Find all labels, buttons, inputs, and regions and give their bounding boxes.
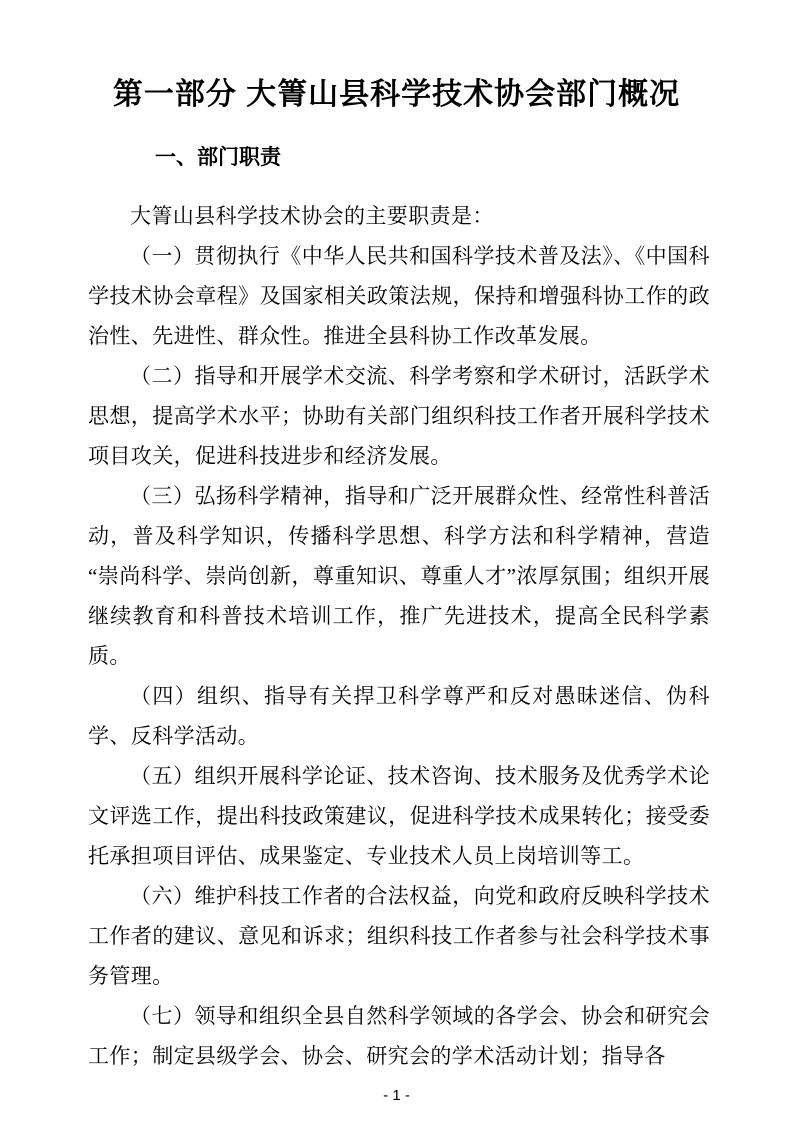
paragraph-item-3: （三）弘扬科学精神，指导和广泛开展群众性、经常性科普活动，普及科学知识，传播科学思想、科学方法和科学精神，营造“崇尚科学、崇尚创新，尊重知识、尊重人才”浓厚氛围；组织开展继续教育和科普技术培训工作，推广先进技术，提高全民科学素质。 bbox=[88, 484, 710, 668]
paragraph-item-5: （五）组织开展科学论证、技术咨询、技术服务及优秀学术论文评选工作，提出科技政策建议，促进科学技术成果转化；接受委托承担项目评估、成果鉴定、专业技术人员上岗培训等工。 bbox=[88, 764, 710, 868]
document-body bbox=[0, 196, 793, 1076]
paragraph-item-1: （一）贯彻执行《中华人民共和国科学技术普及法》、《中国科学技术协会章程》及国家相关政策法规，保持和增强科协工作的政治性、先进性、群众性。推进全县科协工作改革发展。 bbox=[88, 244, 710, 348]
paragraph-intro: 大箐山县科学技术协会的主要职责是： bbox=[130, 204, 494, 228]
paragraph-item-2: （二）指导和开展学术交流、科学考察和学术研讨，活跃学术思想，提高学术水平；协助有关部门组织科技工作者开展科学技术项目攻关，促进科技进步和经济发展。 bbox=[88, 364, 710, 468]
page-number: - 1 - bbox=[383, 1087, 410, 1104]
paragraph-item-7: （七）领导和组织全县自然科学领域的各学会、协会和研究会工作；制定县级学会、协会、研究会的学术活动计划；指导各 bbox=[88, 1004, 710, 1068]
paragraph-item-4: （四）组织、指导有关捍卫科学尊严和反对愚昧迷信、伪科学、反科学活动。 bbox=[88, 684, 710, 748]
page-title: 第一部分 大箐山县科学技术协会部门概况 bbox=[112, 78, 681, 111]
paragraph-item-6: （六）维护科技工作者的合法权益，向党和政府反映科学技术工作者的建议、意见和诉求；组织科技工作者参与社会科学技术事务管理。 bbox=[88, 884, 710, 988]
section-heading: 一、部门职责 bbox=[155, 146, 281, 169]
